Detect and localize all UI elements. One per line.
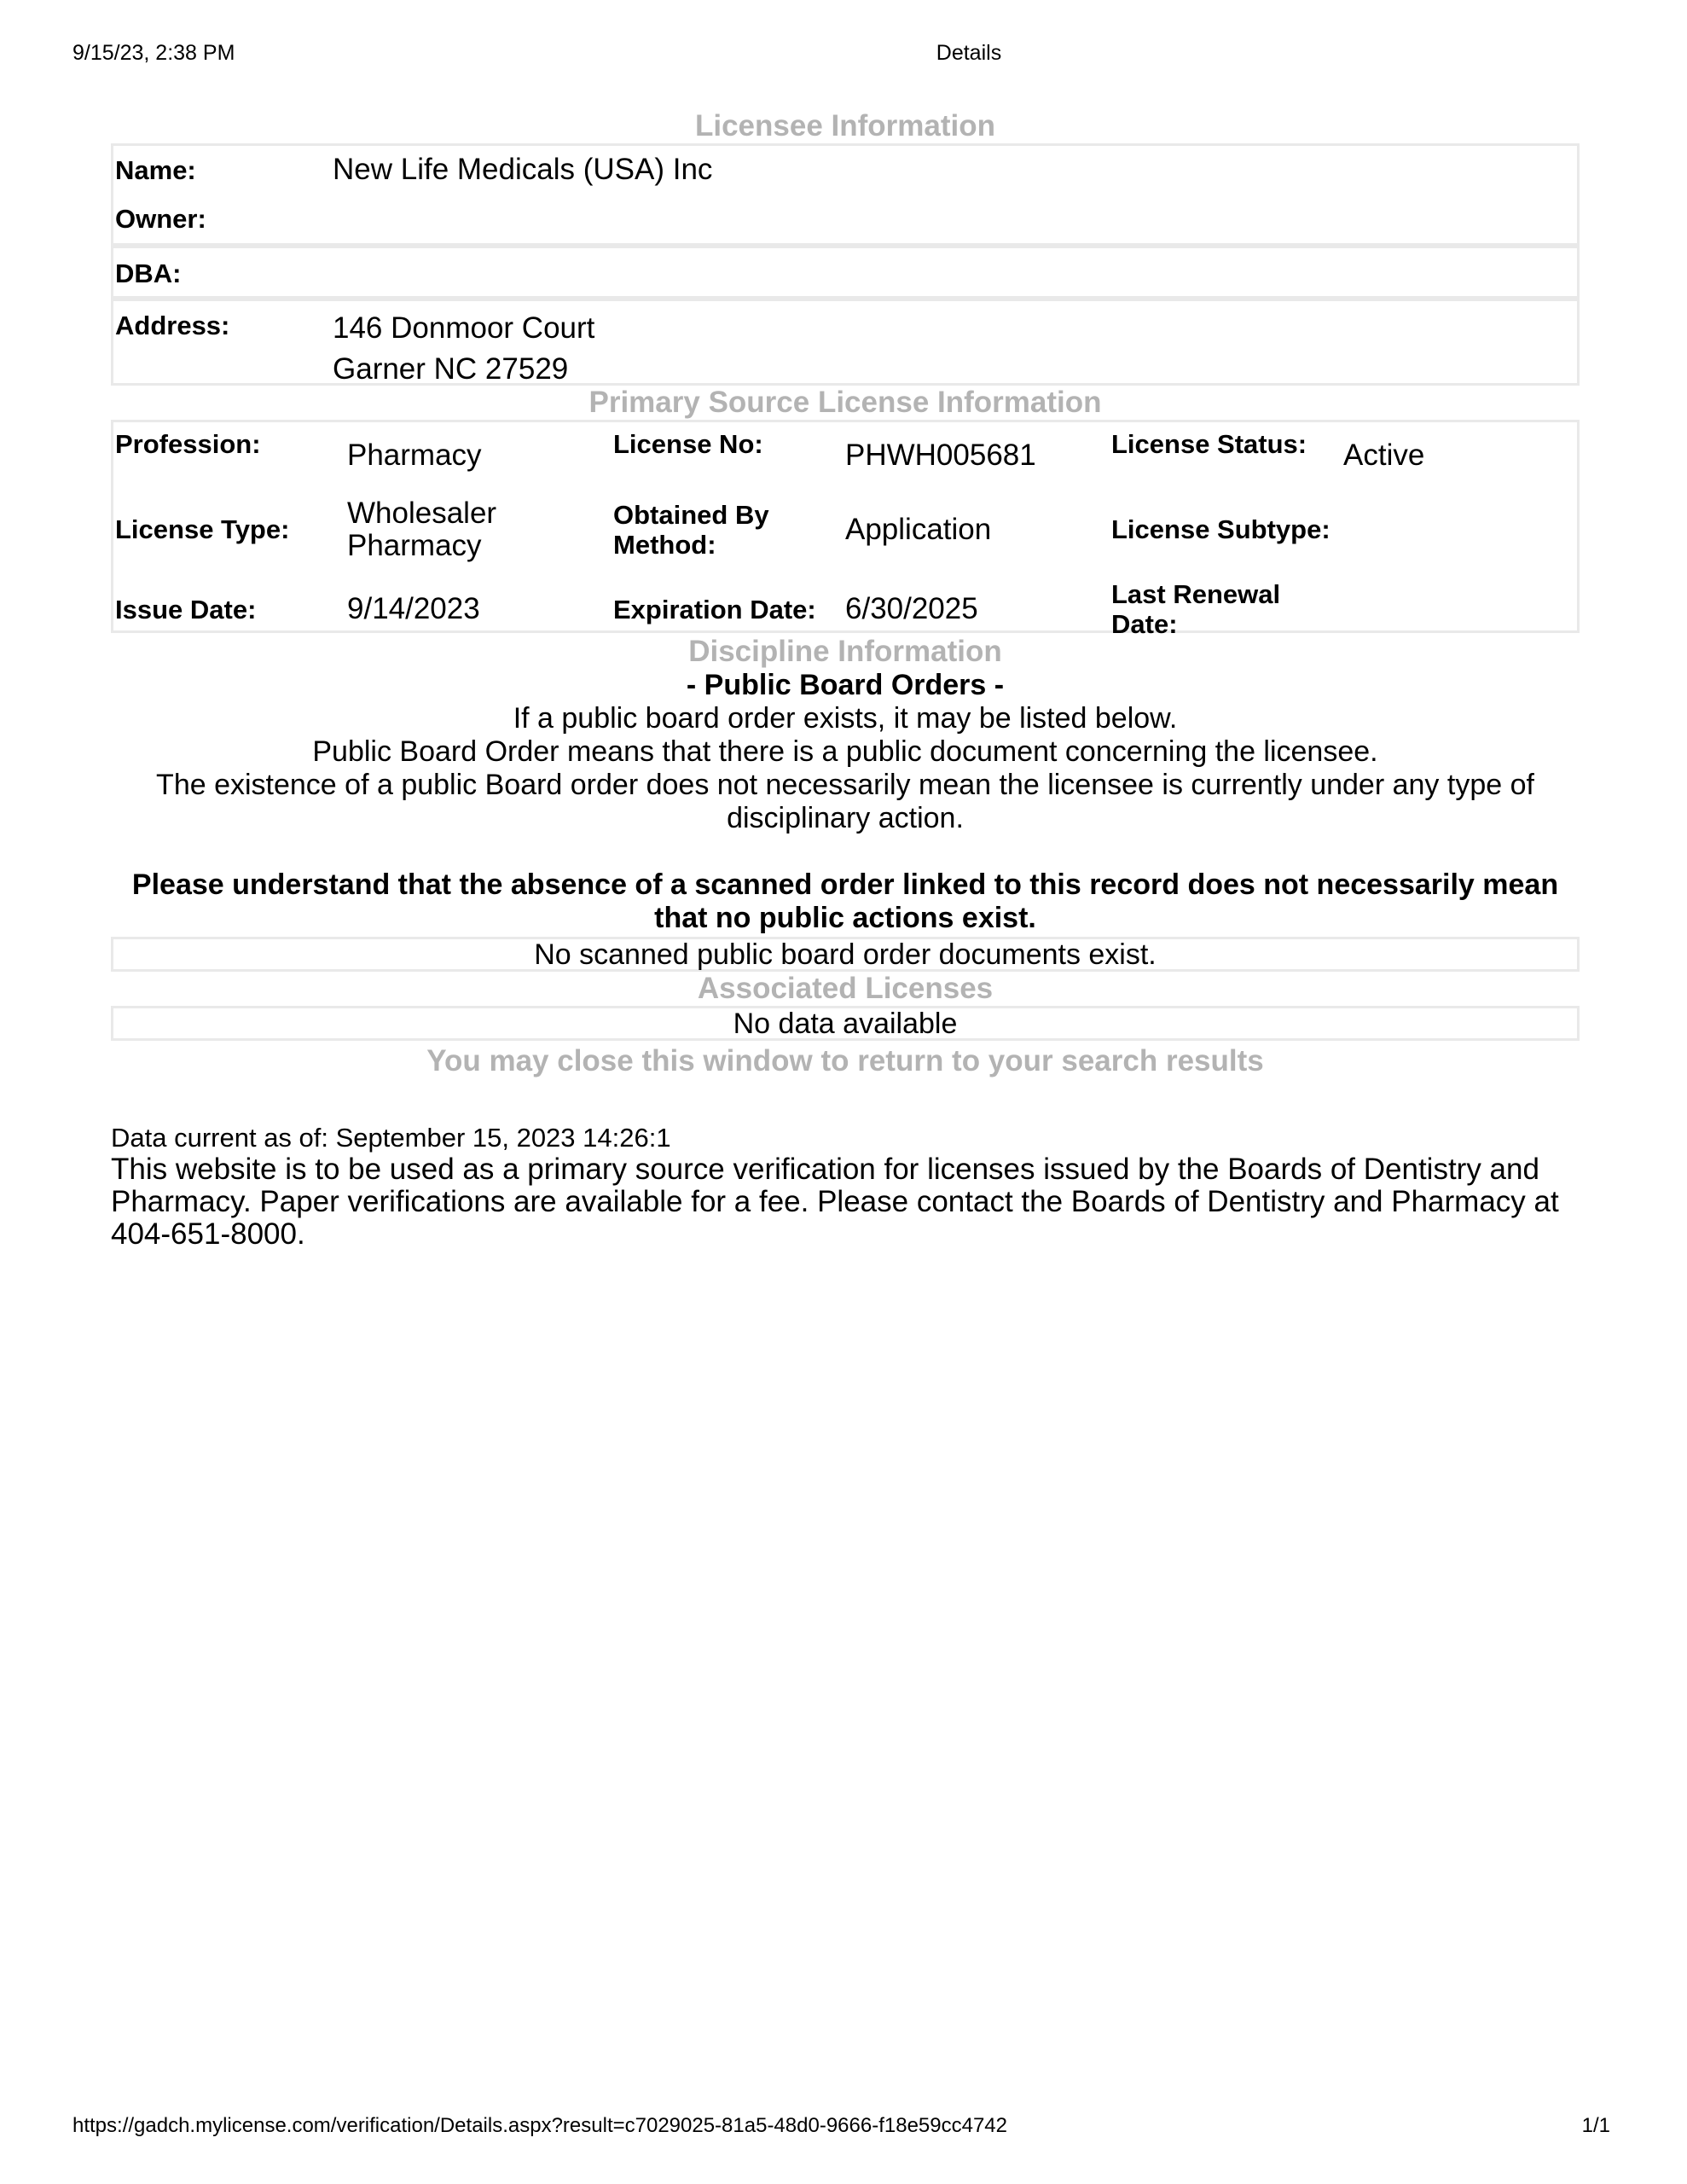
discipline-section-title: Discipline Information (688, 635, 1002, 668)
data-current-timestamp: Data current as of: September 15, 2023 14:26:1 (111, 1123, 671, 1153)
address-value (333, 308, 594, 390)
owner-label: Owner: (115, 204, 206, 234)
profession-label: Profession: (115, 429, 261, 459)
name-value: New Life Medicals (USA) Inc (333, 153, 713, 186)
primary-source-section-title: Primary Source License Information (588, 386, 1102, 419)
issue-date-label: Issue Date: (115, 594, 257, 624)
license-subtype-value (1343, 489, 1582, 570)
expiration-date-value: 6/30/2025 (845, 592, 978, 625)
discipline-line-3: The existence of a public Board order does not necessarily mean the licensee is currently under any type of disciplinary action. (156, 769, 1534, 834)
license-type-label: License Type: (115, 514, 290, 544)
obtained-by-value: Application (845, 512, 992, 546)
last-renewal-value (1343, 570, 1582, 648)
obtained-by-label: Obtained By Method: (613, 499, 769, 560)
license-status-value: Active (1343, 439, 1425, 472)
license-no-value: PHWH005681 (845, 439, 1036, 472)
print-page-number: 1/1 (1581, 2114, 1610, 2137)
dba-label: DBA: (115, 258, 182, 288)
licensee-section-title: Licensee Information (694, 109, 996, 142)
license-type-value: Wholesaler Pharmacy (347, 496, 497, 562)
issue-date-value: 9/14/2023 (347, 592, 480, 625)
details-content (111, 109, 1580, 1251)
public-board-orders-subtitle: - Public Board Orders - (686, 669, 1005, 701)
scanned-order-notice: Please understand that the absence of a scanned order linked to this record does not necessarily mean that no public actions exist. (131, 868, 1559, 934)
associated-licenses-title: Associated Licenses (697, 972, 994, 1005)
license-status-label: License Status: (1111, 429, 1307, 459)
last-renewal-label: Last Renewal Date: (1111, 579, 1281, 639)
verification-disclaimer: This website is to be used as a primary source verification for licenses issued by the Boards of Dentistry and Pharmacy. Paper verifications are available for a fee. Please contact the Boards of Dentistry and Pharmacy at 404-651-8000. (111, 1153, 1559, 1251)
primary-source-box (111, 420, 1580, 639)
public-board-orders-block (111, 669, 1580, 835)
associated-licenses-box: No data available (111, 1006, 1580, 1041)
name-label: Name: (115, 155, 196, 185)
license-subtype-label: License Subtype: (1111, 514, 1330, 544)
license-details-grid (113, 422, 1577, 648)
close-window-message: You may close this window to return to your search results (426, 1044, 1264, 1077)
print-url: https://gadch.mylicense.com/verification/Details.aspx?result=c7029025-81a5-48d0-9666-f18e59cc4742 (72, 2114, 1007, 2137)
expiration-date-label: Expiration Date: (613, 594, 816, 624)
discipline-line-2: Public Board Order means that there is a public document concerning the licensee. (312, 735, 1378, 768)
address-line2: Garner NC 27529 (333, 352, 569, 386)
address-line1: 146 Donmoor Court (333, 311, 595, 345)
print-page-title: Details (936, 41, 1002, 65)
licensee-name-box (111, 143, 1580, 246)
board-orders-box: No scanned public board order documents exist. (111, 937, 1580, 972)
licensee-address-box (111, 299, 1580, 386)
profession-value: Pharmacy (347, 439, 482, 472)
address-label: Address: (115, 311, 230, 340)
print-datetime: 9/15/23, 2:38 PM (72, 41, 235, 65)
discipline-line-1: If a public board order exists, it may be listed below. (513, 702, 1178, 735)
licensee-dba-box (111, 246, 1580, 299)
license-no-label: License No: (613, 429, 763, 459)
